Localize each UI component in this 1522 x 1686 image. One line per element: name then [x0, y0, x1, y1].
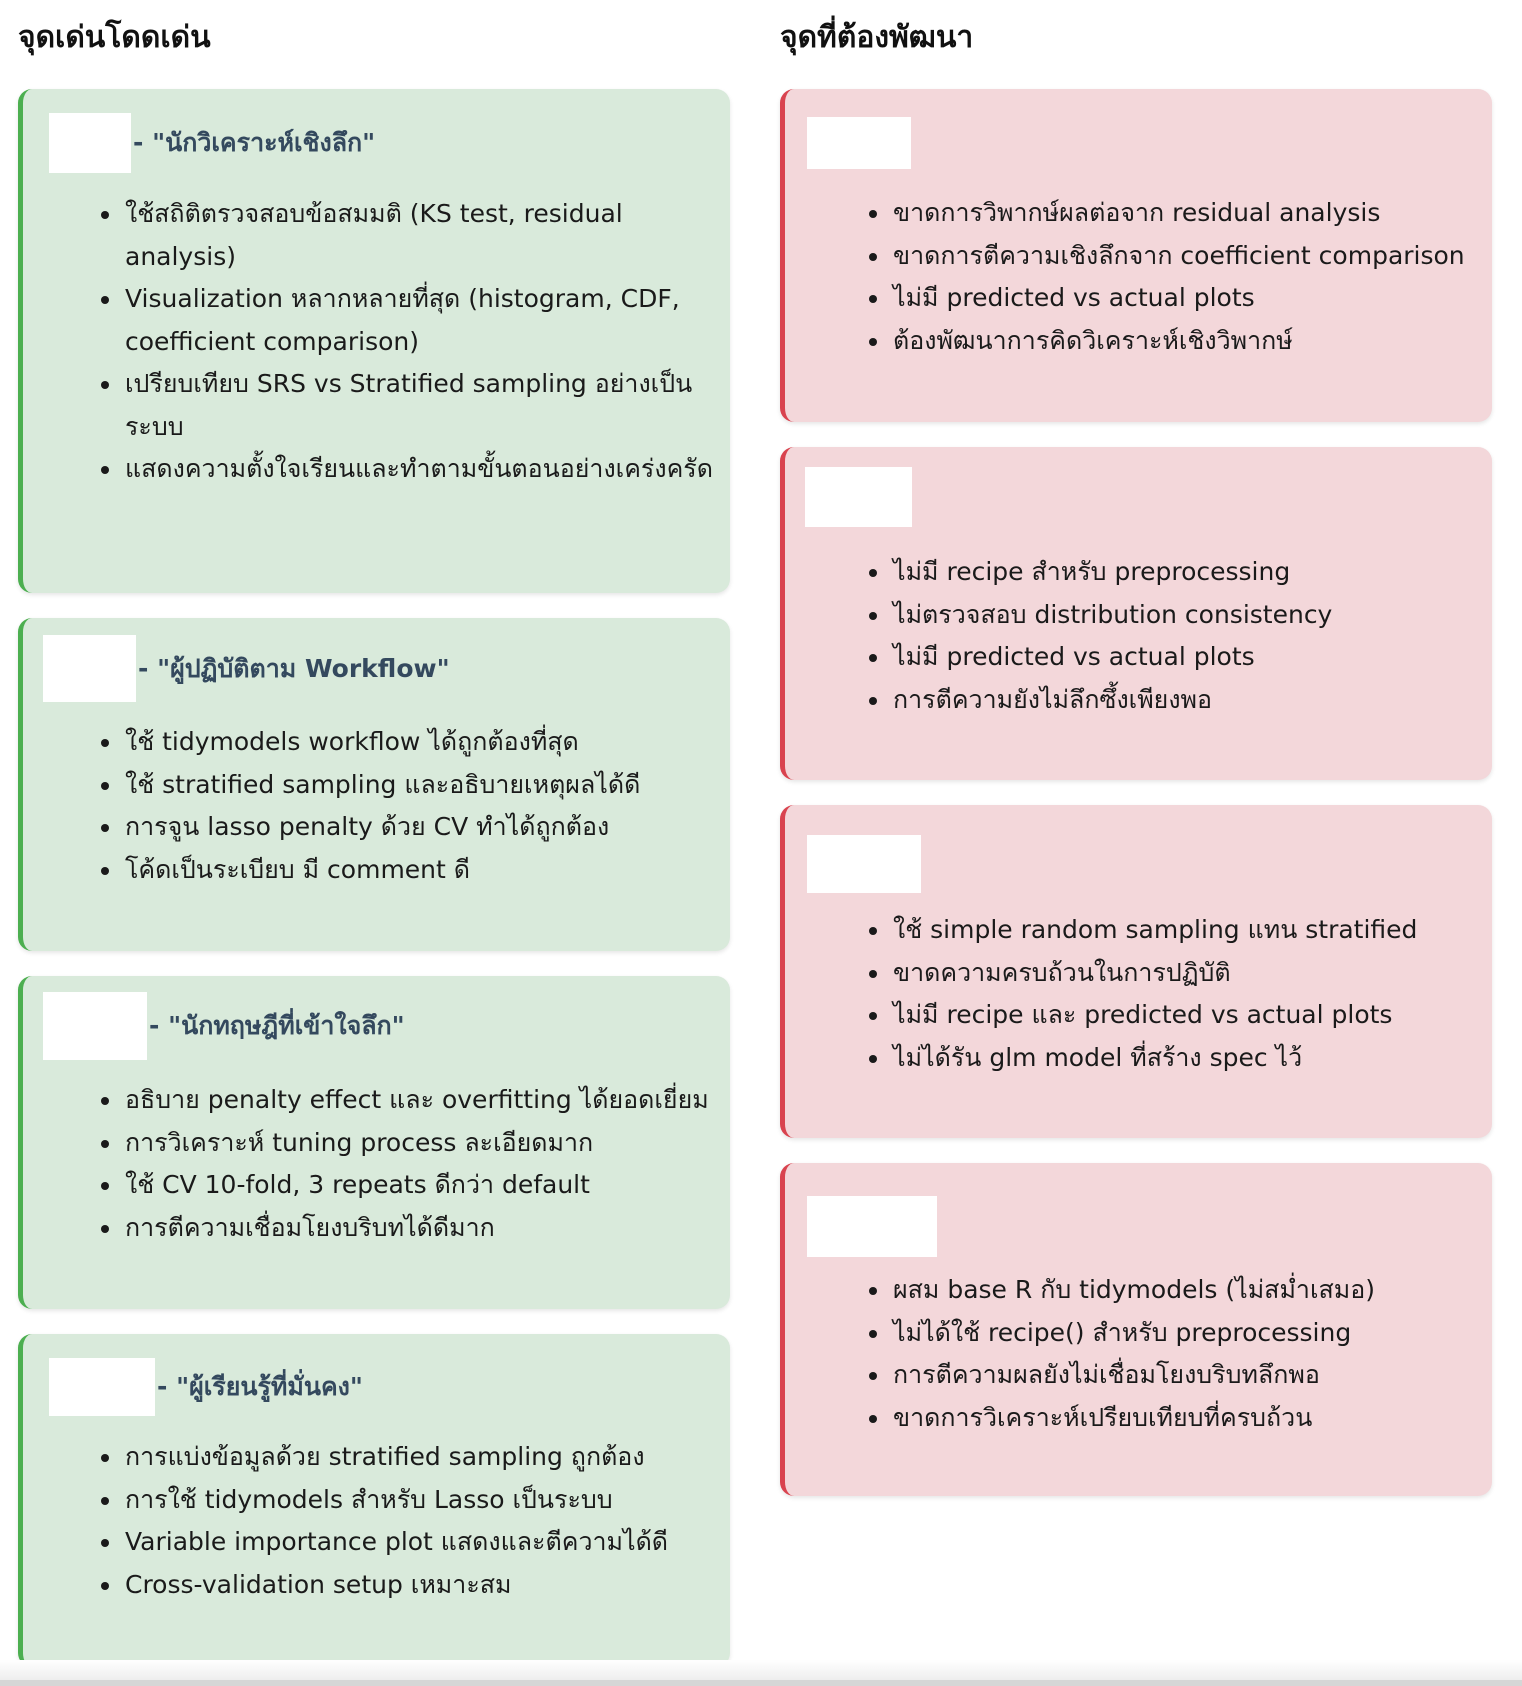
list-item: • Visualization หลากหลายที่สุด (histogram, CDF, coefficient comparison): [123, 278, 723, 363]
weakness-card: [780, 89, 1492, 422]
page-bottom-border: [0, 1680, 1522, 1686]
redacted-name: [49, 113, 131, 173]
list-item: • ใช้ tidymodels workflow ได้ถูกต้องที่สุด: [123, 721, 743, 764]
list-item: • Variable importance plot แสดงและตีความได้ดี: [123, 1521, 743, 1564]
list-item: • ไม่มี recipe สำหรับ preprocessing: [891, 551, 1511, 594]
list-item: • ต้องพัฒนาการคิดวิเคราะห์เชิงวิพากษ์: [891, 320, 1511, 363]
redacted-name: [807, 1196, 937, 1257]
card-header: [43, 635, 450, 702]
list-item: • ไม่มี predicted vs actual plots: [891, 277, 1511, 320]
card-header: [49, 1358, 363, 1416]
list-item: • การตีความผลยังไม่เชื่อมโยงบริบทลึกพอ: [891, 1354, 1511, 1397]
strength-card: [18, 89, 730, 593]
list-item: • การตีความยังไม่ลึกซึ้งเพียงพอ: [891, 679, 1511, 722]
card-title: - "ผู้เรียนรู้ที่มั่นคง": [157, 1372, 363, 1401]
list-item: • อธิบาย penalty effect และ overfitting ได้ยอดเยี่ยม: [123, 1079, 753, 1122]
weakness-list: [863, 909, 1511, 1079]
strength-card: [18, 618, 730, 951]
card-header: [49, 113, 375, 173]
list-item: • เปรียบเทียบ SRS vs Stratified sampling อย่างเป็นระบบ: [123, 363, 723, 448]
strength-list: [95, 1436, 743, 1606]
redacted-name: [807, 835, 921, 893]
weakness-card: [780, 805, 1492, 1138]
weakness-list: [863, 1269, 1511, 1439]
card-header: [805, 467, 912, 527]
list-item: • ใช้ simple random sampling แทน stratified: [891, 909, 1511, 952]
list-item: • ขาดความครบถ้วนในการปฏิบัติ: [891, 952, 1511, 995]
redacted-name: [43, 635, 136, 702]
list-item: • การตีความเชื่อมโยงบริบทได้ดีมาก: [123, 1207, 753, 1250]
list-item: • ขาดการวิเคราะห์เปรียบเทียบที่ครบถ้วน: [891, 1397, 1511, 1440]
strength-card: [18, 1334, 730, 1667]
list-item: • ใช้สถิติตรวจสอบข้อสมมติ (KS test, residual analysis): [123, 193, 723, 278]
strength-list: [95, 193, 723, 491]
card-header: [807, 117, 911, 169]
redacted-name: [43, 992, 147, 1060]
strength-list: [95, 1079, 753, 1249]
list-item: • แสดงความตั้งใจเรียนและทำตามขั้นตอนอย่างเคร่งครัด: [123, 448, 723, 491]
list-item: • ใช้ CV 10-fold, 3 repeats ดีกว่า default: [123, 1164, 753, 1207]
list-item: • ไม่ได้รัน glm model ที่สร้าง spec ไว้: [891, 1037, 1511, 1080]
list-item: • Cross-validation setup เหมาะสม: [123, 1564, 743, 1607]
list-item: • ไม่มี recipe และ predicted vs actual plots: [891, 994, 1511, 1037]
list-item: • ขาดการตีความเชิงลึกจาก coefficient comparison: [891, 235, 1511, 278]
list-item: • ผสม base R กับ tidymodels (ไม่สม่ำเสมอ): [891, 1269, 1511, 1312]
weakness-card: [780, 447, 1492, 780]
weakness-list: [863, 192, 1511, 362]
strengths-heading: จุดเด่นโดดเด่น: [18, 20, 211, 55]
list-item: • โค้ดเป็นระเบียบ มี comment ดี: [123, 849, 743, 892]
weakness-card: [780, 1163, 1492, 1496]
redacted-name: [49, 1358, 155, 1416]
strength-list: [95, 721, 743, 891]
list-item: • ไม่มี predicted vs actual plots: [891, 636, 1511, 679]
list-item: • ไม่ตรวจสอบ distribution consistency: [891, 594, 1511, 637]
card-title: - "นักทฤษฎีที่เข้าใจลึก": [149, 1011, 405, 1040]
list-item: • การใช้ tidymodels สำหรับ Lasso เป็นระบบ: [123, 1479, 743, 1522]
card-header: [807, 1196, 937, 1257]
card-header: [43, 992, 405, 1060]
weaknesses-heading: จุดที่ต้องพัฒนา: [780, 20, 974, 55]
list-item: • ใช้ stratified sampling และอธิบายเหตุผลได้ดี: [123, 764, 743, 807]
card-title: - "นักวิเคราะห์เชิงลึก": [133, 128, 376, 157]
list-item: • การวิเคราะห์ tuning process ละเอียดมาก: [123, 1122, 753, 1165]
list-item: • การแบ่งข้อมูลด้วย stratified sampling ถูกต้อง: [123, 1436, 743, 1479]
strength-card: [18, 976, 730, 1309]
weakness-list: [863, 551, 1511, 721]
card-title: - "ผู้ปฏิบัติตาม Workflow": [138, 653, 450, 683]
list-item: • ไม่ได้ใช้ recipe() สำหรับ preprocessing: [891, 1312, 1511, 1355]
list-item: • ขาดการวิพากษ์ผลต่อจาก residual analysis: [891, 192, 1511, 235]
list-item: • การจูน lasso penalty ด้วย CV ทำได้ถูกต้อง: [123, 806, 743, 849]
redacted-name: [805, 467, 912, 527]
card-header: [807, 835, 921, 893]
redacted-name: [807, 117, 911, 169]
